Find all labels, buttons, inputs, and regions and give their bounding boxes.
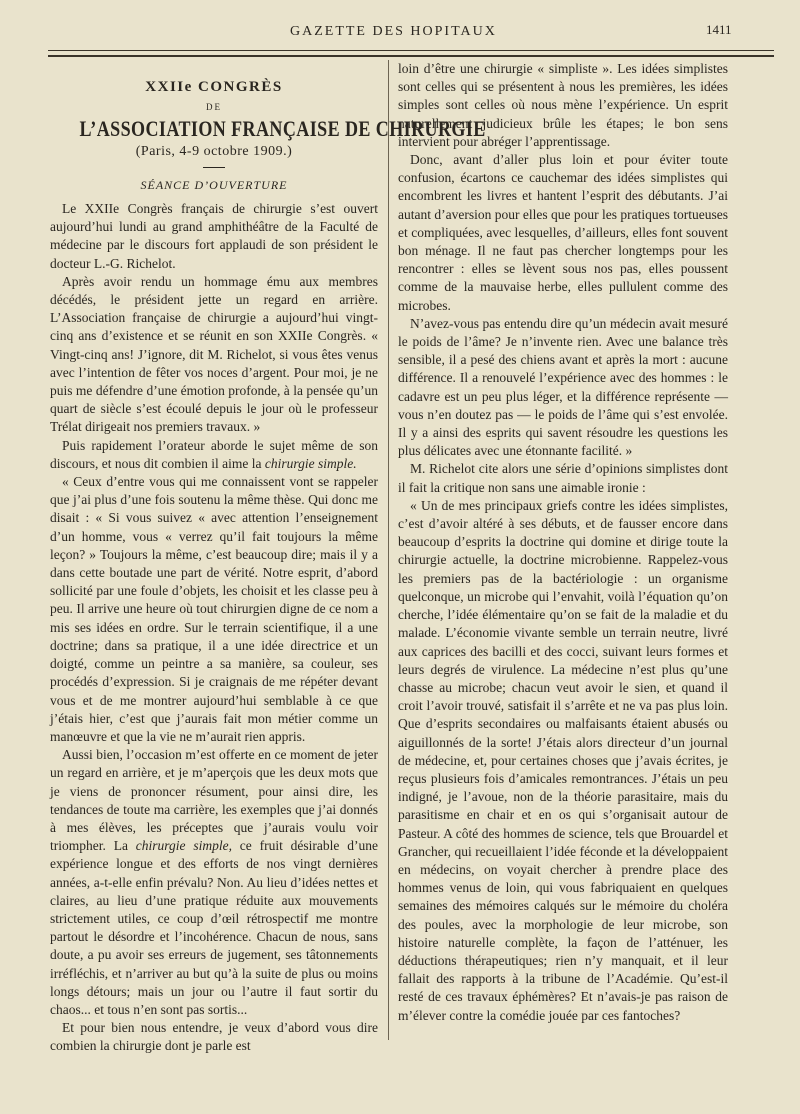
paragraph: Donc, avant d’aller plus loin et pour éviter toute confusion, écartons ce cauchemar des idées simplistes qui encombrent les livres et hantent l’esprit des débutants. J’ai autant d’aversion pour elles que pour les pratiques tortueuses et compliquées, avec lesquelles, d’ailleurs, elles font souvent bon ménage. Il ne faut pas chercher longtemps pour les rencontrer : elles se lèvent sous nos pas, elles poussent comme de la mauvaise herbe, elles pullulent comme des microbes.: [398, 152, 728, 313]
page-number: 1411: [706, 22, 732, 37]
paragraph-text: Aussi bien, l’occasion m’est offerte en ce moment de jeter un regard en arrière, et je m’aperçois que les deux mots que je viens de prononcer résument, pour ainsi dire, les tendances de toute ma carrière, les exemples que j’ai donnés à mes élèves, les préceptes que j’aurais voulu voir triompher. La: [50, 747, 378, 854]
header-rule: [48, 50, 774, 51]
heading-date: (Paris, 4-9 octobre 1909.): [135, 143, 293, 159]
heading-association: L’ASSOCIATION FRANÇAISE DE CHIRURGIE: [79, 116, 486, 142]
left-column: [50, 72, 486, 1056]
paragraph: Le XXIIe Congrès français de chirurgie s’est ouvert aujourd’hui lundi au grand amphithéâtre de la Faculté de médecine par le discours fort applaudi de son président le docteur L.-G. Richelot.: [50, 201, 378, 271]
paragraph: « Ceux d’entre vous qui me connaissent vont se rappeler que j’ai plus d’une fois soutenu la même thèse. Qui donc me disait : « Si vous suivez « avec attention l’enseignement d’un homme, vous « verrez qu’il fait toujours la même leçon? » Toujours la même, c’est beaucoup dire; mais il y a dans cette boutade une part de vérité. Notre esprit, d’abord sollicité par une foule d’objets, les choisit et les classe peu à peu. Il arrive une heure où tout chirurgien digne de ce nom a mis ses idées en ordre. Sur le terrain scientifique, il a une doctrine; dans sa pratique, il a une idée directrice et un doigté, comme un peintre a sa manière, sa couleur, ses procédés d’expression. Si je craignais de me répéter devant vous et de me montrer aujourd’hui semblable à ce que j’étais hier, c’est que j’aurais fait mon métier comme un manœuvre et que la vie ne m’aurait rien appris.: [50, 474, 378, 744]
italic-phrase: chirurgie simple.: [264, 455, 357, 471]
right-column: [398, 60, 728, 1025]
heading-congres: XXIIe CONGRÈS: [145, 79, 283, 95]
journal-title: GAZETTE DES HOPITAUX: [290, 24, 497, 39]
paragraph: M. Richelot cite alors une série d’opinions simplistes dont il fait la critique non sans une aimable ironie :: [398, 461, 728, 495]
paragraph: loin d’être une chirurgie « simpliste ». Les idées simplistes sont celles qui se présentent à nous les premières, les idées simples sont celles où nous mène l’expérience. Un esprit naturellement judicieux brûle les étapes; le bon sens intervient pour abréger l’apprentissage.: [398, 61, 728, 149]
running-head: [0, 22, 800, 44]
paragraph: N’avez-vous pas entendu dire qu’un médecin avait mesuré le poids de l’âme? Je n’invente rien. Avec une balance très sensible, il a pesé des chiens avant et après la mort : aucune différence. Il a renouvelé l’expérience avec des hommes : le cadavre est un peu plus léger, et la différence représente — vous n’en doutez pas — le poids de l’âme qui s’est envolée. Il y a ainsi des esprits qui savent résoudre les questions les plus délicates avec une étonnante facilité. »: [398, 315, 728, 459]
paragraph-text: Puis rapidement l’orateur aborde le sujet même de son discours, et nous dit combien il aime la: [50, 437, 378, 471]
column-divider: [388, 60, 389, 1040]
paragraph-text: ce fruit désirable d’une expérience longue et des efforts de nos vingt dernières années, a-t-elle enfin prévalu? Non. Au lieu d’idées nettes et claires, au lieu d’une pratique réduite aux mouvements strictement utiles, ce coup d’œil rétrospectif me montre partout le désordre et l’incohérence. Chacun de nous, sans doute, a pu avoir ses erreurs de jugement, ses tâtonnements irréfléchis, et n’arriver au but qu’à la suite de plus ou moins longs détours; mais un jour ou l’autre il faut sortir du chaos... et tous n’en sont pas sortis...: [50, 838, 378, 1017]
paragraph: Après avoir rendu un hommage ému aux membres décédés, le président jette un regard en arrière. L’Association française de chirurgie a aujourd’hui vingt-cinq ans d’existence et se réunit en son XXIIe Congrès. « Vingt-cinq ans! J’ignore, dit M. Richelot, si vous êtes venus avec l’intention de fêter vos noces d’argent. Pour moi, je ne puis me défendre d’une émotion profonde, à la pensée qu’un quart de siècle s’est écoulé depuis le jour où le professeur Trélat dirigeait nos premiers travaux. »: [50, 273, 378, 435]
paragraph: [50, 437, 378, 473]
italic-phrase: chirurgie simple,: [135, 838, 232, 854]
paragraph: [50, 746, 378, 1019]
heading-rule: [203, 167, 225, 168]
header-rule-thick: [48, 55, 774, 57]
paragraph: Et pour bien nous entendre, je veux d’abord vous dire combien la chirurgie dont je parle est: [50, 1020, 378, 1054]
paragraph: « Un de mes principaux griefs contre les idées simplistes, c’est d’avoir altéré à ses débuts, et de fausser encore dans beaucoup d’esprits la doctrine qui domine et dirige toute la chirurgie actuelle, la doctrine microbienne. Rappelez-vous les premiers pas de la bactériologie : un organisme quelconque, un microbe qui l’envahit, voilà l’équation qu’on cherche, l’idée élémentaire qu’on se fait de la maladie et du malade. L’économie vivante semble un terrain neutre, livré aux caprices des bacilli et des cocci, suivant leurs formes et leurs degrés de virulence. La médecine n’est plus qu’une chasse au microbe; chacun veut avoir le sien, et quand il croit l’avoir trouvé, satisfait il s’arrête et ne va pas plus loin. Que d’esprits secondaires ou malfaisants étaient abusés ou aiguillonnés de la sorte! J’étais alors directeur d’un journal de médecine, et, pour certaines choses que j’avais écrites, je reçus plusieurs fois d’amicales remontrances. J’étais un peu indigné, je l’avoue, non de la théorie parasitaire, mais du parasitisme en chair et en os qui s’organisait autour de Pasteur. A côté des hommes de science, tels que Brouardel et Grancher, qui recueillaient l’idée féconde et la développaient en médecins, on voyait chercher à prendre place des hommes venus de loin, qui vous fabriquaient en quelques semaines des mémoires calqués sur le mémoire du choléra des poules, avec la morphologie de leur microbe, son histoire naturelle complète, la façon de l’atténuer, les déductions thérapeutiques; rien n’y manquait, et il leur fallait des rapports à la tribune de l’Académie. Qu’est-il resté de ces travaux éphémères? Et n’avais-je pas raison de m’élever contre la comédie jouée par ces fantoches?: [398, 497, 728, 1023]
heading-seance: SÉANCE D’OUVERTURE: [140, 177, 288, 192]
heading-de: DE: [206, 102, 222, 113]
